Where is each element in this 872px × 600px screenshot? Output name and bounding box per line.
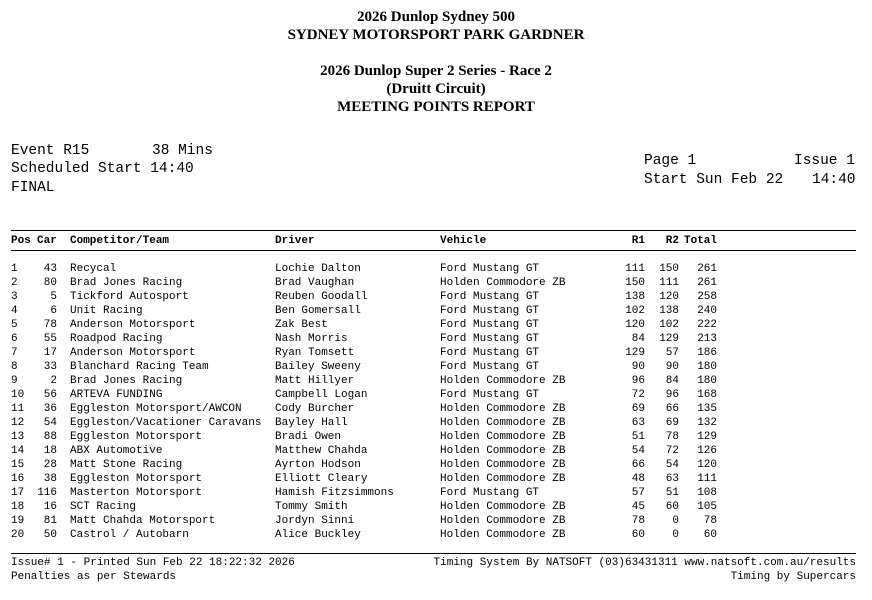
cell-r1: 120 [625, 319, 645, 331]
cell-team: Matt Chahda Motorsport [70, 515, 216, 527]
cell-team: Castrol / Autobarn [70, 529, 189, 541]
cell-pos: 5 [11, 319, 18, 331]
cell-car: 81 [43, 515, 57, 527]
cell-r1: 66 [631, 459, 645, 471]
cell-r1: 96 [631, 375, 645, 387]
cell-driver: Reuben Goodall [275, 291, 368, 303]
cell-car: 5 [50, 291, 57, 303]
cell-r1: 90 [631, 361, 645, 373]
cell-total: 261 [697, 263, 717, 275]
cell-r1: 72 [631, 389, 645, 401]
cell-driver: Brad Vaughan [275, 277, 355, 289]
cell-r2: 120 [659, 291, 679, 303]
cell-team: Eggleston Motorsport [70, 431, 203, 443]
cell-team: Matt Stone Racing [70, 459, 183, 471]
cell-r1: 102 [625, 305, 645, 317]
cell-pos: 16 [11, 473, 25, 485]
cell-driver: Nash Morris [275, 333, 348, 345]
cell-pos: 6 [11, 333, 18, 345]
table-row [0, 444, 872, 458]
cell-car: 33 [43, 361, 57, 373]
cell-team: ABX Automotive [70, 445, 163, 457]
cell-vehicle: Ford Mustang GT [440, 263, 540, 275]
table-row [0, 402, 872, 416]
cell-r2: 129 [659, 333, 679, 345]
cell-total: 258 [697, 291, 717, 303]
cell-vehicle: Holden Commodore ZB [440, 417, 566, 429]
cell-team: Anderson Motorsport [70, 347, 196, 359]
cell-total: 213 [697, 333, 717, 345]
event-duration: 38 Mins [152, 143, 213, 159]
report-header [0, 8, 872, 44]
cell-total: 180 [697, 375, 717, 387]
table-row [0, 318, 872, 332]
table-row [0, 388, 872, 402]
cell-r2: 51 [665, 487, 679, 499]
cell-team: Blanchard Racing Team [70, 361, 209, 373]
cell-pos: 12 [11, 417, 25, 429]
cell-r2: 57 [665, 347, 679, 359]
cell-vehicle: Holden Commodore ZB [440, 431, 566, 443]
cell-team: Unit Racing [70, 305, 143, 317]
cell-car: 2 [50, 375, 57, 387]
cell-r2: 111 [659, 277, 679, 289]
cell-r1: 129 [625, 347, 645, 359]
penalties-note: Penalties as per Stewards [11, 571, 177, 583]
cell-pos: 9 [11, 375, 18, 387]
cell-r2: 84 [665, 375, 679, 387]
cell-r2: 63 [665, 473, 679, 485]
cell-total: 222 [697, 319, 717, 331]
col-pos: Pos [11, 235, 31, 247]
cell-r2: 102 [659, 319, 679, 331]
cell-total: 120 [697, 459, 717, 471]
cell-total: 240 [697, 305, 717, 317]
cell-r2: 0 [672, 529, 679, 541]
cell-r2: 60 [665, 501, 679, 513]
cell-r2: 78 [665, 431, 679, 443]
cell-pos: 14 [11, 445, 25, 457]
cell-driver: Jordyn Sinni [275, 515, 355, 527]
cell-total: 168 [697, 389, 717, 401]
cell-total: 186 [697, 347, 717, 359]
footer-divider [11, 553, 856, 554]
col-r2: R2 [665, 235, 679, 247]
table-row [0, 276, 872, 290]
cell-r2: 69 [665, 417, 679, 429]
cell-car: 36 [43, 403, 57, 415]
col-r1: R1 [631, 235, 645, 247]
venue-title: SYDNEY MOTORSPORT PARK GARDNER [287, 27, 585, 43]
cell-total: 111 [697, 473, 717, 485]
cell-r2: 66 [665, 403, 679, 415]
cell-car: 54 [43, 417, 57, 429]
cell-total: 108 [697, 487, 717, 499]
cell-driver: Ben Gomersall [275, 305, 361, 317]
cell-team: SCT Racing [70, 501, 137, 513]
header-divider-top [11, 230, 856, 231]
cell-driver: Bayley Hall [275, 417, 348, 429]
cell-team: Brad Jones Racing [70, 277, 183, 289]
start-time: 14:40 [812, 172, 856, 188]
cell-total: 105 [697, 501, 717, 513]
cell-car: 38 [43, 473, 57, 485]
cell-vehicle: Ford Mustang GT [440, 333, 540, 345]
cell-total: 135 [697, 403, 717, 415]
col-car: Car [37, 235, 57, 247]
cell-total: 60 [703, 529, 717, 541]
cell-car: 55 [43, 333, 57, 345]
table-row [0, 528, 872, 542]
cell-car: 56 [43, 389, 57, 401]
cell-vehicle: Ford Mustang GT [440, 361, 540, 373]
cell-driver: Campbell Logan [275, 389, 368, 401]
cell-driver: Bailey Sweeny [275, 361, 361, 373]
cell-r2: 72 [665, 445, 679, 457]
cell-car: 16 [43, 501, 57, 513]
cell-team: Eggleston Motorsport [70, 473, 203, 485]
cell-vehicle: Holden Commodore ZB [440, 459, 566, 471]
cell-pos: 15 [11, 459, 25, 471]
page-number: Page 1 [644, 153, 697, 169]
cell-pos: 2 [11, 277, 18, 289]
report-title: MEETING POINTS REPORT [337, 99, 535, 115]
table-row [0, 416, 872, 430]
cell-driver: Ayrton Hodson [275, 459, 361, 471]
cell-r1: 51 [631, 431, 645, 443]
cell-r1: 150 [625, 277, 645, 289]
cell-r1: 84 [631, 333, 645, 345]
table-row [0, 332, 872, 346]
cell-r1: 69 [631, 403, 645, 415]
cell-driver: Lochie Dalton [275, 263, 361, 275]
cell-car: 78 [43, 319, 57, 331]
cell-team: Tickford Autosport [70, 291, 189, 303]
cell-team: Recycal [70, 263, 117, 275]
cell-car: 50 [43, 529, 57, 541]
cell-team: ARTEVA FUNDING [70, 389, 163, 401]
table-row [0, 514, 872, 528]
cell-total: 132 [697, 417, 717, 429]
col-driver: Driver [275, 235, 315, 247]
column-header [0, 234, 872, 248]
cell-driver: Elliott Cleary [275, 473, 368, 485]
cell-team: Masterton Motorsport [70, 487, 203, 499]
cell-pos: 3 [11, 291, 18, 303]
cell-r1: 54 [631, 445, 645, 457]
cell-vehicle: Ford Mustang GT [440, 305, 540, 317]
cell-team: Anderson Motorsport [70, 319, 196, 331]
cell-pos: 18 [11, 501, 25, 513]
cell-vehicle: Ford Mustang GT [440, 347, 540, 359]
scheduled-start: Scheduled Start 14:40 [11, 161, 194, 177]
cell-r1: 111 [625, 263, 645, 275]
cell-pos: 7 [11, 347, 18, 359]
cell-r2: 138 [659, 305, 679, 317]
cell-car: 116 [37, 487, 57, 499]
timing-by: Timing by Supercars [730, 571, 856, 583]
table-row [0, 486, 872, 500]
cell-total: 78 [703, 515, 717, 527]
cell-car: 18 [43, 445, 57, 457]
cell-vehicle: Ford Mustang GT [440, 487, 540, 499]
cell-pos: 17 [11, 487, 25, 499]
col-team: Competitor/Team [70, 235, 170, 247]
table-row [0, 458, 872, 472]
cell-vehicle: Holden Commodore ZB [440, 501, 566, 513]
cell-r1: 63 [631, 417, 645, 429]
cell-vehicle: Holden Commodore ZB [440, 445, 566, 457]
table-row [0, 374, 872, 388]
cell-total: 126 [697, 445, 717, 457]
cell-r1: 45 [631, 501, 645, 513]
event-title: 2026 Dunlop Sydney 500 [357, 9, 515, 25]
cell-car: 28 [43, 459, 57, 471]
cell-car: 88 [43, 431, 57, 443]
event-name: Event R15 [11, 143, 90, 159]
header-divider-bottom [11, 250, 856, 251]
cell-r1: 57 [631, 487, 645, 499]
cell-r2: 0 [672, 515, 679, 527]
cell-r2: 54 [665, 459, 679, 471]
table-row [0, 472, 872, 486]
cell-r1: 60 [631, 529, 645, 541]
status-label: FINAL [11, 180, 55, 196]
cell-vehicle: Holden Commodore ZB [440, 375, 566, 387]
cell-driver: Matthew Chahda [275, 445, 368, 457]
circuit-title: (Druitt Circuit) [386, 81, 486, 97]
cell-driver: Zak Best [275, 319, 328, 331]
cell-driver: Tommy Smith [275, 501, 348, 513]
cell-vehicle: Holden Commodore ZB [440, 277, 566, 289]
table-row [0, 262, 872, 276]
cell-driver: Ryan Tomsett [275, 347, 355, 359]
table-row [0, 304, 872, 318]
cell-vehicle: Holden Commodore ZB [440, 403, 566, 415]
cell-pos: 4 [11, 305, 18, 317]
cell-pos: 1 [11, 263, 18, 275]
cell-pos: 10 [11, 389, 25, 401]
cell-driver: Matt Hillyer [275, 375, 355, 387]
timing-system: Timing System By NATSOFT (03)63431311 www.natsoft.com.au/results [433, 557, 856, 569]
table-row [0, 500, 872, 514]
issue-number: Issue 1 [794, 153, 855, 169]
cell-r2: 150 [659, 263, 679, 275]
col-total: Total [684, 235, 718, 247]
series-title: 2026 Dunlop Super 2 Series - Race 2 [320, 63, 552, 79]
cell-r2: 90 [665, 361, 679, 373]
cell-total: 261 [697, 277, 717, 289]
cell-total: 180 [697, 361, 717, 373]
table-row [0, 290, 872, 304]
cell-team: Brad Jones Racing [70, 375, 183, 387]
cell-car: 80 [43, 277, 57, 289]
cell-pos: 13 [11, 431, 25, 443]
cell-driver: Hamish Fitzsimmons [275, 487, 394, 499]
cell-vehicle: Holden Commodore ZB [440, 515, 566, 527]
cell-r1: 78 [631, 515, 645, 527]
cell-r1: 138 [625, 291, 645, 303]
table-row [0, 360, 872, 374]
col-vehicle: Vehicle [440, 235, 487, 247]
cell-car: 6 [50, 305, 57, 317]
printed-info: Issue# 1 - Printed Sun Feb 22 18:22:32 2026 [11, 557, 295, 569]
cell-r2: 96 [665, 389, 679, 401]
cell-team: Eggleston Motorsport/AWCON [70, 403, 242, 415]
start-date: Start Sun Feb 22 [644, 172, 784, 188]
table-row [0, 430, 872, 444]
cell-driver: Alice Buckley [275, 529, 361, 541]
cell-car: 17 [43, 347, 57, 359]
cell-car: 43 [43, 263, 57, 275]
cell-vehicle: Ford Mustang GT [440, 389, 540, 401]
cell-pos: 20 [11, 529, 25, 541]
cell-vehicle: Ford Mustang GT [440, 319, 540, 331]
cell-pos: 8 [11, 361, 18, 373]
cell-driver: Cody Burcher [275, 403, 355, 415]
cell-r1: 48 [631, 473, 645, 485]
cell-vehicle: Ford Mustang GT [440, 291, 540, 303]
cell-team: Eggleston/Vacationer Caravans [70, 417, 262, 429]
cell-vehicle: Holden Commodore ZB [440, 529, 566, 541]
cell-total: 129 [697, 431, 717, 443]
cell-team: Roadpod Racing [70, 333, 163, 345]
cell-pos: 19 [11, 515, 25, 527]
cell-vehicle: Holden Commodore ZB [440, 473, 566, 485]
table-row [0, 346, 872, 360]
cell-pos: 11 [11, 403, 25, 415]
report-subheader [0, 62, 872, 116]
cell-driver: Bradi Owen [275, 431, 342, 443]
